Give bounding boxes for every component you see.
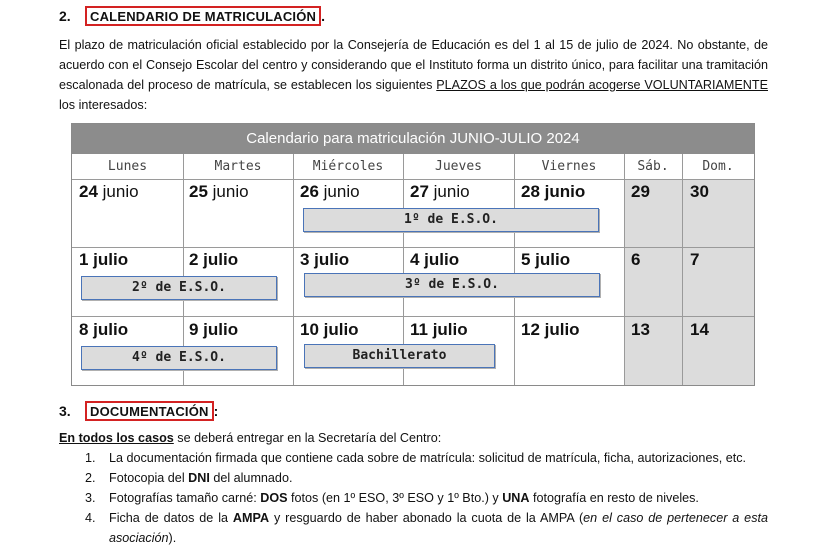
grid-line — [72, 316, 754, 317]
calendar-title: Calendario para matriculación JUNIO-JULIO 2024 — [72, 124, 754, 154]
date-cell: 13 — [631, 320, 650, 339]
day-header-tuesday: Martes — [214, 159, 262, 174]
date-cell: 4 julio — [410, 250, 460, 269]
date-cell: 27 junio — [410, 182, 470, 201]
period-bar-3-eso: 3º de E.S.O. — [304, 273, 600, 297]
section-3-heading — [59, 401, 218, 421]
grid-line — [72, 247, 754, 248]
day-header-friday: Viernes — [541, 159, 597, 174]
day-header-thursday: Jueves — [435, 159, 482, 174]
weekend-shading — [624, 179, 754, 385]
date-cell: 1 julio — [79, 250, 129, 269]
documents-ordered-list — [59, 448, 768, 548]
list-item: 2. Fotocopia del DNI del alumnado. — [85, 471, 293, 485]
period-bar-4-eso: 4º de E.S.O. — [81, 346, 277, 370]
paragraph-text: El plazo de matriculación oficial establecido por la Consejería de Educación es del 1 al 15 de julio de 2024. No obstante, de acuerdo con el Consejo Escolar del centro y considerando que el Instituto forma un distrito único, para facilitar una tramitación escalonada del proceso de matrícula, se establecen los siguientes — [59, 38, 768, 92]
grid-line — [72, 179, 754, 180]
date-cell: 29 — [631, 182, 650, 201]
date-cell: 6 — [631, 250, 641, 269]
documentation-list — [59, 428, 768, 548]
paragraph-text-end: los interesados: — [59, 98, 148, 112]
grid-line — [293, 154, 294, 385]
date-cell: 2 julio — [189, 250, 239, 269]
section-number: 2. — [59, 8, 71, 24]
date-cell: 25 junio — [189, 182, 249, 201]
title-trailing: . — [321, 8, 326, 24]
date-cell: 10 julio — [300, 320, 359, 339]
date-cell: 28 junio — [521, 182, 586, 201]
list-item: 3. Fotografías tamaño carné: DOS fotos (en 1º ESO, 3º ESO y 1º Bto.) y UNA fotografía en resto de niveles. — [85, 491, 699, 505]
date-cell: 7 — [690, 250, 700, 269]
date-cell: 5 julio — [521, 250, 571, 269]
grid-line — [514, 154, 515, 385]
section-number: 3. — [59, 403, 71, 419]
date-cell: 24 junio — [79, 182, 139, 201]
calendar-table — [71, 123, 755, 386]
date-cell: 3 julio — [300, 250, 350, 269]
section-title: CALENDARIO DE MATRICULACIÓN — [85, 6, 321, 26]
date-cell: 26 junio — [300, 182, 360, 201]
intro-paragraph — [59, 35, 768, 115]
day-header-saturday: Sáb. — [637, 159, 669, 174]
day-header-monday: Lunes — [107, 159, 148, 174]
lead-underlined: En todos los casos — [59, 431, 174, 445]
date-cell: 14 — [690, 320, 709, 339]
period-bar-bachillerato: Bachillerato — [304, 344, 495, 368]
date-cell: 8 julio — [79, 320, 129, 339]
period-bar-1-eso: 1º de E.S.O. — [303, 208, 599, 232]
date-cell: 11 julio — [410, 320, 468, 339]
list-item: 1. La documentación firmada que contiene cada sobre de matrícula: solicitud de matrícula, ficha, autorizaciones, etc. — [85, 451, 747, 465]
paragraph-underlined: PLAZOS a los que podrán acogerse VOLUNTARIAMENTE — [436, 78, 768, 92]
day-header-sunday: Dom. — [702, 159, 734, 174]
period-bar-2-eso: 2º de E.S.O. — [81, 276, 277, 300]
date-cell: 12 julio — [521, 320, 580, 339]
lead-text: se deberá entregar en la Secretaría del Centro: — [173, 431, 442, 445]
section-2-heading — [59, 6, 325, 26]
grid-line — [682, 154, 683, 385]
date-cell: 30 — [690, 182, 709, 201]
list-item: 4. Ficha de datos de la AMPA y resguardo de haber abonado la cuota de la AMPA (en el caso de pertenecer a esta asociación). — [85, 511, 768, 545]
section-title: DOCUMENTACIÓN — [85, 401, 214, 421]
documentation-lead — [59, 428, 768, 448]
title-trailing: : — [213, 403, 219, 419]
date-cell: 9 julio — [189, 320, 239, 339]
grid-line — [624, 154, 625, 385]
day-header-wednesday: Miércoles — [312, 159, 384, 174]
